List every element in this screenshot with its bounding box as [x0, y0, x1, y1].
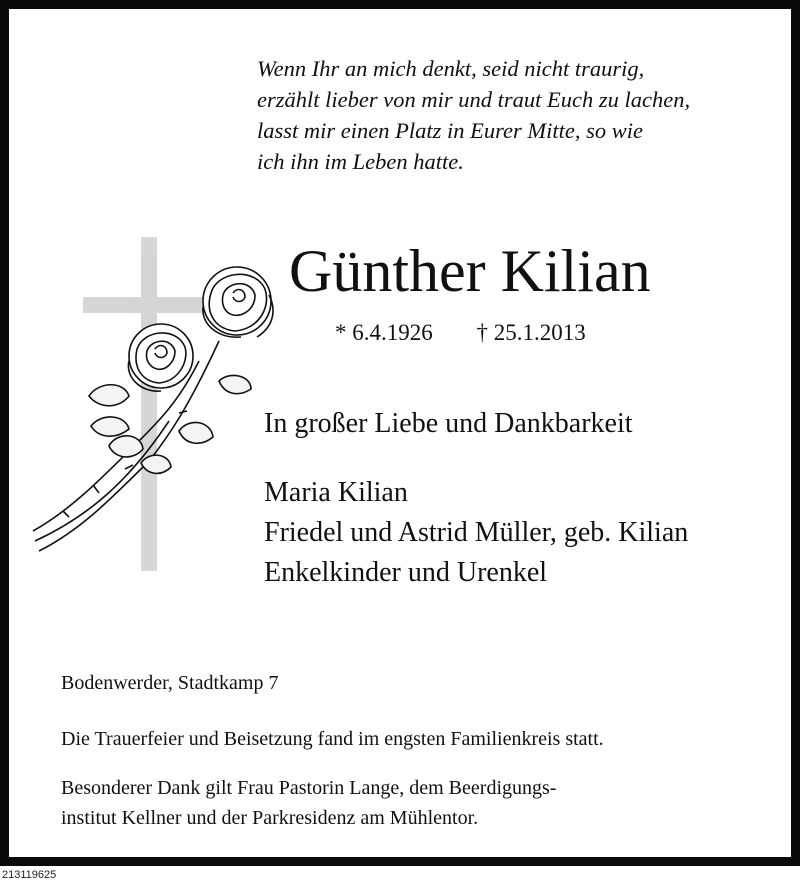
- poem-line: Wenn Ihr an mich denkt, seid nicht traurig,: [257, 56, 645, 81]
- mourners-list: [264, 473, 688, 593]
- ceremony-note: Die Trauerfeier und Beisetzung fand im engsten Familienkreis statt.: [61, 728, 604, 750]
- poem-line: ich ihn im Leben hatte.: [257, 149, 464, 174]
- mourner-name: Friedel und Astrid Müller, geb. Kilian: [264, 517, 689, 548]
- deceased-name: Günther Kilian: [289, 238, 651, 304]
- dedication-line: In großer Liebe und Dankbarkeit: [264, 408, 633, 439]
- death-date: † 25.1.2013: [476, 320, 586, 345]
- poem-line: lasst mir einen Platz in Eurer Mitte, so wie: [257, 118, 644, 143]
- life-dates: [335, 317, 586, 349]
- poem-line: erzählt lieber von mir und traut Euch zu lachen,: [257, 87, 691, 112]
- ad-code: 213119625: [2, 869, 57, 881]
- memorial-poem: [257, 53, 690, 177]
- thanks-note: [61, 773, 556, 833]
- mourner-name: Maria Kilian: [264, 477, 408, 508]
- thanks-line: institut Kellner und der Parkresidenz am Mühlentor.: [61, 807, 479, 829]
- thanks-line: Besonderer Dank gilt Frau Pastorin Lange, dem Beerdigungs-: [61, 777, 557, 799]
- cross-and-roses-illustration: [29, 231, 289, 571]
- family-address: Bodenwerder, Stadtkamp 7: [61, 672, 279, 694]
- birth-date: * 6.4.1926: [335, 320, 433, 345]
- mourner-name: Enkelkinder und Urenkel: [264, 557, 548, 588]
